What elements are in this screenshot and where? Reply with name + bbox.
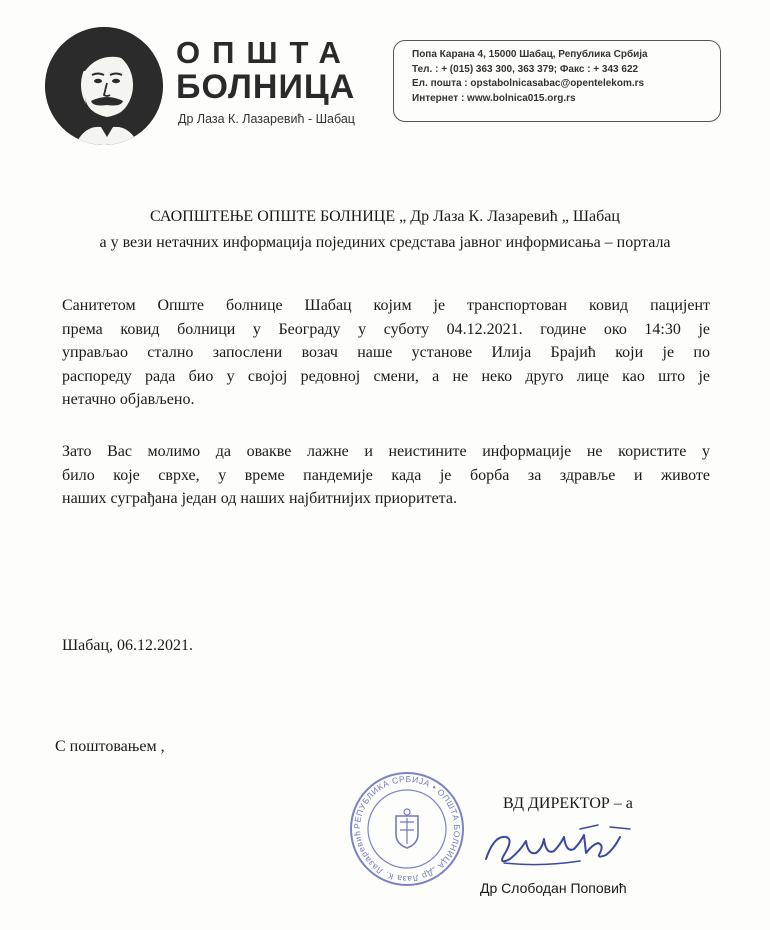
hospital-logo-portrait bbox=[45, 27, 163, 145]
paragraph-2-line: наших суграђана један од наших најбитнијих приоритета. bbox=[62, 490, 457, 507]
stamp-text: РЕПУБЛИКА СРБИЈА • ОПШТА БОЛНИЦА „Др Лаза К. Лазаревић bbox=[351, 773, 463, 885]
paragraph-1-line: према ковид болници у Београду у суботу 04.12.2021. године око 14:30 је bbox=[62, 320, 710, 338]
paragraph-1-line: распореду рада био у својој редовној смени, а не неко друго лице као што је bbox=[62, 367, 710, 385]
closing-salutation: С поштовањем , bbox=[55, 738, 165, 755]
paragraph-2-line: било које сврхе, у време пандемије када је борба за здравље и животе bbox=[62, 466, 710, 484]
paragraph-1 bbox=[62, 294, 710, 412]
letterhead-subtitle: Др Лаза К. Лазаревић - Шабац bbox=[178, 112, 355, 126]
signer-role: ВД ДИРЕКТОР – а bbox=[503, 795, 633, 812]
contact-address: Попа Карана 4, 15000 Шабац, Република Србија bbox=[412, 49, 648, 60]
contact-box bbox=[393, 40, 721, 122]
announcement-title: САОПШТЕЊЕ ОПШТЕ БОЛНИЦЕ „ Др Лаза К. Лазаревић „ Шабац bbox=[150, 208, 620, 225]
paragraph-1-line: Санитетом Опште болнице Шабац којим је транспортован ковид пацијент bbox=[62, 297, 710, 314]
place-and-date: Шабац, 06.12.2021. bbox=[62, 637, 194, 654]
paragraph-2 bbox=[62, 440, 710, 511]
contact-website: Интернет : www.bolnica015.org.rs bbox=[412, 92, 576, 104]
letterhead-title-line2: БОЛНИЦА bbox=[176, 68, 356, 106]
paragraph-2-line: Зато Вас молимо да овакве лажне и неистините информације не користите у bbox=[62, 443, 710, 460]
paragraph-1-line: управљао стално запослени возач наше установе Илија Брајић који је по bbox=[62, 344, 710, 361]
announcement-subtitle: а у вези нетачних информација појединих средстава јавног информисања – портала bbox=[99, 234, 671, 251]
handwritten-signature bbox=[480, 815, 640, 875]
contact-email: Ел. пошта : opstabolnicasabac@opentelekom.rs bbox=[412, 78, 645, 89]
signer-name: Др Слободан Поповић bbox=[480, 880, 627, 896]
letterhead-title-line1: ОПШТА bbox=[176, 35, 353, 70]
official-stamp bbox=[348, 770, 466, 888]
paragraph-1-line: нетачно објављено. bbox=[62, 391, 195, 408]
contact-phone: Тел. : + (015) 363 300, 363 379; Факс : + 343 622 bbox=[412, 63, 639, 75]
